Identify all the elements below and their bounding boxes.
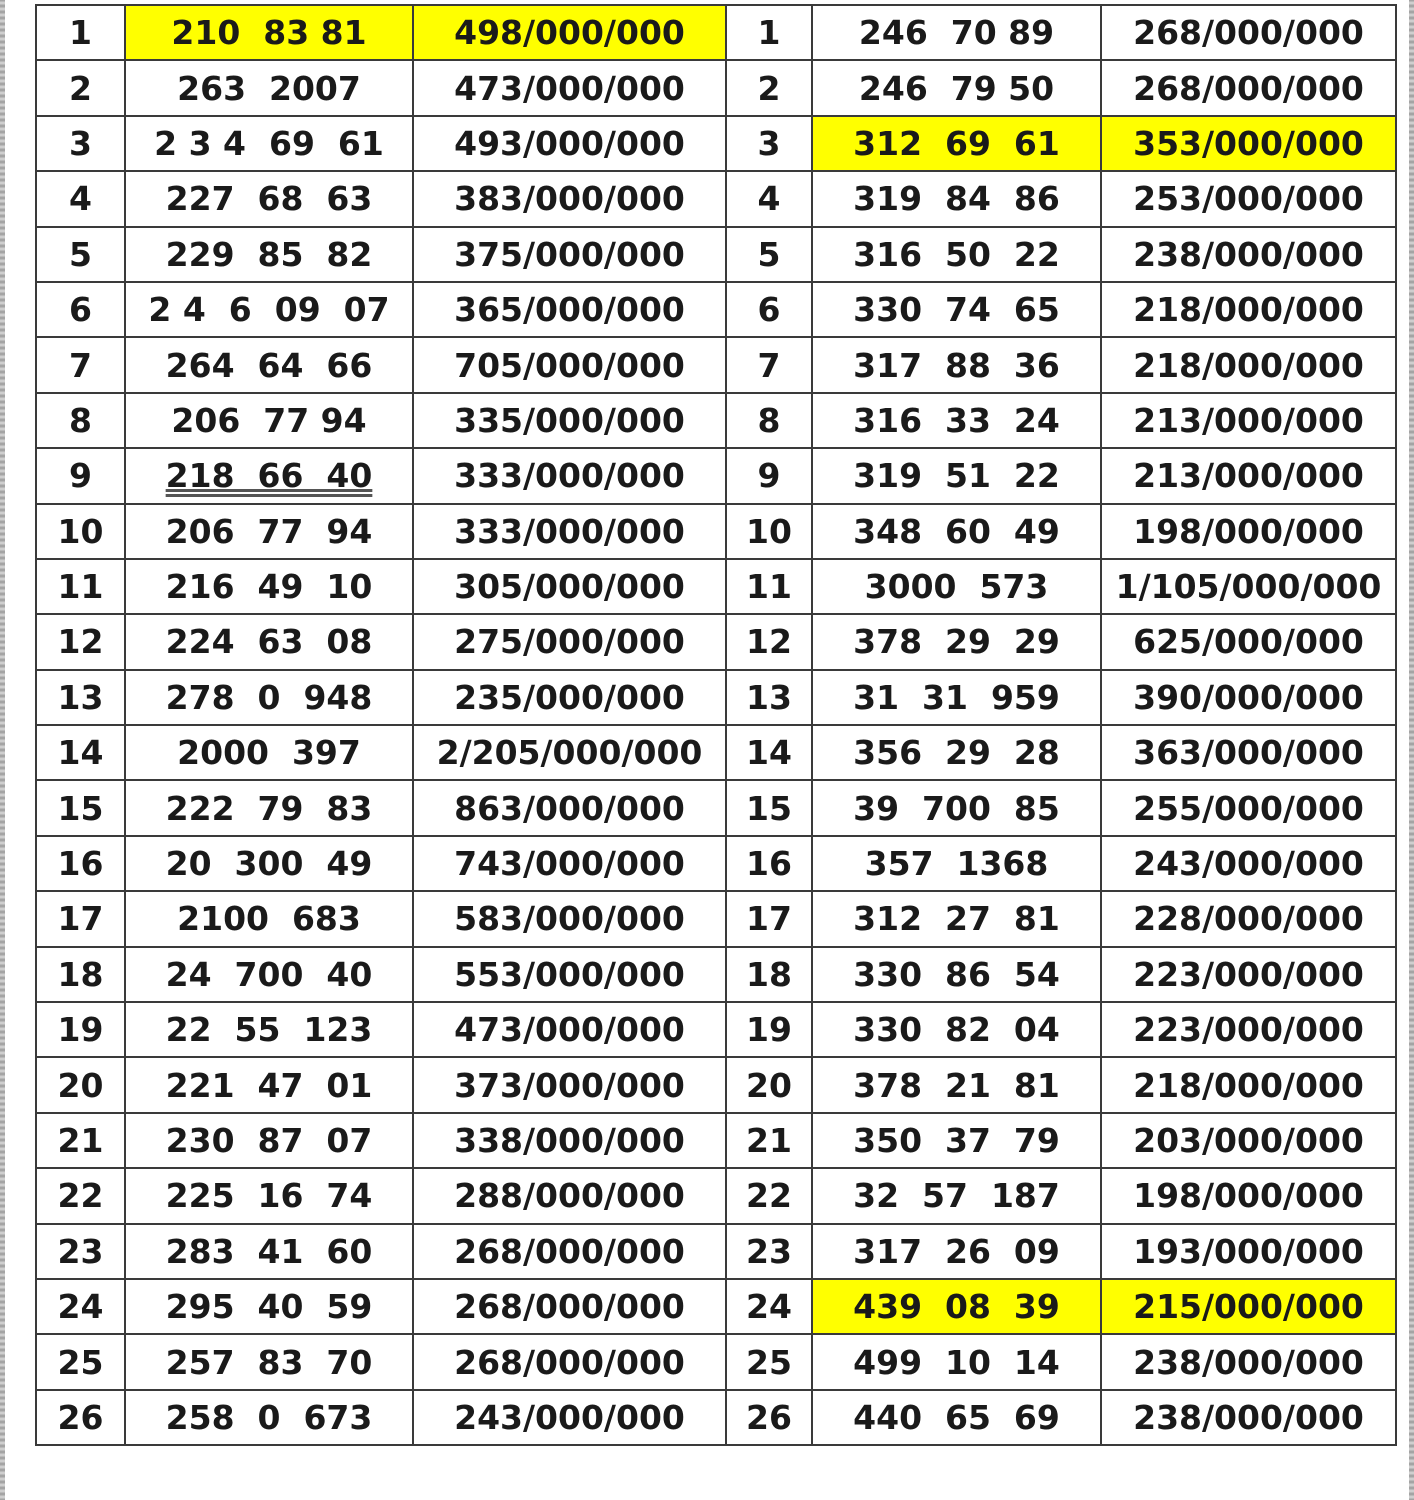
table-row bbox=[36, 891, 1396, 946]
left-number-cell: 278 0 948 bbox=[125, 670, 413, 725]
right-amount-cell: 625/000/000 bbox=[1101, 614, 1396, 669]
right-number-cell: 357 1368 bbox=[812, 836, 1101, 891]
left-amount-cell: 863/000/000 bbox=[413, 780, 726, 835]
left-row-number: 24 bbox=[36, 1279, 125, 1334]
left-row-number: 25 bbox=[36, 1334, 125, 1389]
left-row-number: 26 bbox=[36, 1390, 125, 1445]
right-number-cell: 439 08 39 bbox=[812, 1279, 1101, 1334]
right-amount-cell: 268/000/000 bbox=[1101, 60, 1396, 115]
left-amount-cell: 743/000/000 bbox=[413, 836, 726, 891]
left-row-number: 5 bbox=[36, 227, 125, 282]
left-amount-cell: 335/000/000 bbox=[413, 393, 726, 448]
left-number-cell: 216 49 10 bbox=[125, 559, 413, 614]
right-row-number: 9 bbox=[726, 448, 812, 503]
left-number-cell bbox=[125, 448, 413, 503]
right-row-number: 19 bbox=[726, 1002, 812, 1057]
table-row bbox=[36, 614, 1396, 669]
left-number-cell: 20 300 49 bbox=[125, 836, 413, 891]
left-row-number: 1 bbox=[36, 5, 125, 60]
left-amount-cell: 583/000/000 bbox=[413, 891, 726, 946]
right-amount-cell: 238/000/000 bbox=[1101, 1334, 1396, 1389]
left-row-number: 7 bbox=[36, 337, 125, 392]
right-number-cell: 39 700 85 bbox=[812, 780, 1101, 835]
left-number-cell: 206 77 94 bbox=[125, 393, 413, 448]
right-amount-cell: 268/000/000 bbox=[1101, 5, 1396, 60]
right-row-number: 18 bbox=[726, 947, 812, 1002]
right-number-cell: 319 84 86 bbox=[812, 171, 1101, 226]
left-amount-cell: 305/000/000 bbox=[413, 559, 726, 614]
right-number-cell: 312 69 61 bbox=[812, 116, 1101, 171]
right-row-number: 10 bbox=[726, 504, 812, 559]
right-amount-cell: 218/000/000 bbox=[1101, 1057, 1396, 1112]
table-row bbox=[36, 836, 1396, 891]
right-row-number: 14 bbox=[726, 725, 812, 780]
left-row-number: 21 bbox=[36, 1113, 125, 1168]
left-amount-cell: 338/000/000 bbox=[413, 1113, 726, 1168]
right-number-cell: 330 82 04 bbox=[812, 1002, 1101, 1057]
left-number-cell: 225 16 74 bbox=[125, 1168, 413, 1223]
table-row bbox=[36, 1057, 1396, 1112]
right-amount-cell: 1/105/000/000 bbox=[1101, 559, 1396, 614]
left-amount-cell: 333/000/000 bbox=[413, 448, 726, 503]
left-row-number: 14 bbox=[36, 725, 125, 780]
right-amount-cell: 193/000/000 bbox=[1101, 1224, 1396, 1279]
right-number-cell: 316 33 24 bbox=[812, 393, 1101, 448]
table-row bbox=[36, 670, 1396, 725]
left-amount-cell: 235/000/000 bbox=[413, 670, 726, 725]
right-amount-cell: 223/000/000 bbox=[1101, 1002, 1396, 1057]
left-number-cell: 2 3 4 69 61 bbox=[125, 116, 413, 171]
right-row-number: 3 bbox=[726, 116, 812, 171]
left-amount-cell: 268/000/000 bbox=[413, 1279, 726, 1334]
left-row-number: 19 bbox=[36, 1002, 125, 1057]
left-row-number: 2 bbox=[36, 60, 125, 115]
left-amount-cell: 243/000/000 bbox=[413, 1390, 726, 1445]
right-row-number: 21 bbox=[726, 1113, 812, 1168]
right-number-cell: 350 37 79 bbox=[812, 1113, 1101, 1168]
left-number-cell: 2 4 6 09 07 bbox=[125, 282, 413, 337]
table-row bbox=[36, 1390, 1396, 1445]
right-amount-cell: 238/000/000 bbox=[1101, 1390, 1396, 1445]
left-number-cell: 227 68 63 bbox=[125, 171, 413, 226]
left-number-cell: 222 79 83 bbox=[125, 780, 413, 835]
table-row bbox=[36, 1002, 1396, 1057]
left-amount-cell: 275/000/000 bbox=[413, 614, 726, 669]
number-amount-table bbox=[35, 4, 1397, 1446]
table-row bbox=[36, 1224, 1396, 1279]
left-row-number: 3 bbox=[36, 116, 125, 171]
right-number-cell: 378 29 29 bbox=[812, 614, 1101, 669]
left-number-cell: 257 83 70 bbox=[125, 1334, 413, 1389]
right-number-cell: 316 50 22 bbox=[812, 227, 1101, 282]
right-amount-cell: 363/000/000 bbox=[1101, 725, 1396, 780]
right-number-cell: 317 88 36 bbox=[812, 337, 1101, 392]
left-row-number: 10 bbox=[36, 504, 125, 559]
right-amount-cell: 218/000/000 bbox=[1101, 282, 1396, 337]
right-amount-cell: 213/000/000 bbox=[1101, 393, 1396, 448]
left-row-number: 8 bbox=[36, 393, 125, 448]
left-row-number: 12 bbox=[36, 614, 125, 669]
left-number-cell: 230 87 07 bbox=[125, 1113, 413, 1168]
right-amount-cell: 390/000/000 bbox=[1101, 670, 1396, 725]
underlined-number: 218 66 40 bbox=[165, 456, 373, 496]
right-amount-cell: 198/000/000 bbox=[1101, 504, 1396, 559]
left-amount-cell: 473/000/000 bbox=[413, 60, 726, 115]
table-row bbox=[36, 227, 1396, 282]
right-row-number: 12 bbox=[726, 614, 812, 669]
left-number-cell: 24 700 40 bbox=[125, 947, 413, 1002]
right-amount-cell: 253/000/000 bbox=[1101, 171, 1396, 226]
left-amount-cell: 493/000/000 bbox=[413, 116, 726, 171]
left-row-number: 20 bbox=[36, 1057, 125, 1112]
table-body bbox=[36, 5, 1396, 1445]
left-number-cell: 258 0 673 bbox=[125, 1390, 413, 1445]
right-row-number: 1 bbox=[726, 5, 812, 60]
right-amount-cell: 228/000/000 bbox=[1101, 891, 1396, 946]
left-row-number: 17 bbox=[36, 891, 125, 946]
left-row-number: 13 bbox=[36, 670, 125, 725]
right-row-number: 26 bbox=[726, 1390, 812, 1445]
right-amount-cell: 238/000/000 bbox=[1101, 227, 1396, 282]
left-number-cell: 264 64 66 bbox=[125, 337, 413, 392]
table-row bbox=[36, 171, 1396, 226]
left-amount-cell: 383/000/000 bbox=[413, 171, 726, 226]
right-row-number: 17 bbox=[726, 891, 812, 946]
right-row-number: 20 bbox=[726, 1057, 812, 1112]
table-row bbox=[36, 780, 1396, 835]
left-row-number: 16 bbox=[36, 836, 125, 891]
left-amount-cell: 365/000/000 bbox=[413, 282, 726, 337]
scan-edge-right bbox=[1409, 0, 1414, 1500]
left-number-cell: 221 47 01 bbox=[125, 1057, 413, 1112]
left-number-cell: 2100 683 bbox=[125, 891, 413, 946]
table-row bbox=[36, 116, 1396, 171]
right-row-number: 7 bbox=[726, 337, 812, 392]
left-amount-cell: 268/000/000 bbox=[413, 1334, 726, 1389]
left-row-number: 23 bbox=[36, 1224, 125, 1279]
right-amount-cell: 203/000/000 bbox=[1101, 1113, 1396, 1168]
right-row-number: 6 bbox=[726, 282, 812, 337]
table-row bbox=[36, 947, 1396, 1002]
table-row bbox=[36, 60, 1396, 115]
right-row-number: 25 bbox=[726, 1334, 812, 1389]
table-row bbox=[36, 393, 1396, 448]
right-number-cell: 330 86 54 bbox=[812, 947, 1101, 1002]
left-amount-cell: 288/000/000 bbox=[413, 1168, 726, 1223]
table-row bbox=[36, 504, 1396, 559]
left-amount-cell: 473/000/000 bbox=[413, 1002, 726, 1057]
left-number-cell: 210 83 81 bbox=[125, 5, 413, 60]
right-amount-cell: 353/000/000 bbox=[1101, 116, 1396, 171]
left-number-cell: 283 41 60 bbox=[125, 1224, 413, 1279]
table-row bbox=[36, 559, 1396, 614]
left-number-cell: 229 85 82 bbox=[125, 227, 413, 282]
right-row-number: 15 bbox=[726, 780, 812, 835]
left-amount-cell: 375/000/000 bbox=[413, 227, 726, 282]
right-number-cell: 499 10 14 bbox=[812, 1334, 1101, 1389]
left-number-cell: 263 2007 bbox=[125, 60, 413, 115]
left-amount-cell: 373/000/000 bbox=[413, 1057, 726, 1112]
left-row-number: 6 bbox=[36, 282, 125, 337]
right-number-cell: 246 79 50 bbox=[812, 60, 1101, 115]
right-row-number: 2 bbox=[726, 60, 812, 115]
left-amount-cell: 333/000/000 bbox=[413, 504, 726, 559]
right-number-cell: 317 26 09 bbox=[812, 1224, 1101, 1279]
table-row bbox=[36, 1279, 1396, 1334]
right-amount-cell: 255/000/000 bbox=[1101, 780, 1396, 835]
left-number-cell: 206 77 94 bbox=[125, 504, 413, 559]
left-number-cell: 22 55 123 bbox=[125, 1002, 413, 1057]
left-number-cell: 224 63 08 bbox=[125, 614, 413, 669]
right-number-cell: 330 74 65 bbox=[812, 282, 1101, 337]
right-amount-cell: 198/000/000 bbox=[1101, 1168, 1396, 1223]
left-number-cell: 295 40 59 bbox=[125, 1279, 413, 1334]
right-number-cell: 3000 573 bbox=[812, 559, 1101, 614]
right-number-cell: 440 65 69 bbox=[812, 1390, 1101, 1445]
table-row bbox=[36, 5, 1396, 60]
scan-edge-left bbox=[0, 0, 5, 1500]
right-number-cell: 312 27 81 bbox=[812, 891, 1101, 946]
right-row-number: 8 bbox=[726, 393, 812, 448]
right-amount-cell: 223/000/000 bbox=[1101, 947, 1396, 1002]
table-row bbox=[36, 282, 1396, 337]
left-row-number: 18 bbox=[36, 947, 125, 1002]
left-amount-cell: 268/000/000 bbox=[413, 1224, 726, 1279]
left-row-number: 15 bbox=[36, 780, 125, 835]
right-amount-cell: 218/000/000 bbox=[1101, 337, 1396, 392]
right-row-number: 13 bbox=[726, 670, 812, 725]
table-row bbox=[36, 448, 1396, 503]
right-amount-cell: 215/000/000 bbox=[1101, 1279, 1396, 1334]
right-amount-cell: 243/000/000 bbox=[1101, 836, 1396, 891]
left-row-number: 22 bbox=[36, 1168, 125, 1223]
left-amount-cell: 553/000/000 bbox=[413, 947, 726, 1002]
table-row bbox=[36, 725, 1396, 780]
right-row-number: 4 bbox=[726, 171, 812, 226]
table-row bbox=[36, 1113, 1396, 1168]
table-row bbox=[36, 1334, 1396, 1389]
left-amount-cell: 2/205/000/000 bbox=[413, 725, 726, 780]
right-number-cell: 246 70 89 bbox=[812, 5, 1101, 60]
right-row-number: 5 bbox=[726, 227, 812, 282]
left-amount-cell: 705/000/000 bbox=[413, 337, 726, 392]
right-row-number: 22 bbox=[726, 1168, 812, 1223]
left-amount-cell: 498/000/000 bbox=[413, 5, 726, 60]
table-row bbox=[36, 1168, 1396, 1223]
left-row-number: 11 bbox=[36, 559, 125, 614]
left-row-number: 4 bbox=[36, 171, 125, 226]
right-number-cell: 348 60 49 bbox=[812, 504, 1101, 559]
right-row-number: 23 bbox=[726, 1224, 812, 1279]
right-number-cell: 356 29 28 bbox=[812, 725, 1101, 780]
right-number-cell: 378 21 81 bbox=[812, 1057, 1101, 1112]
right-row-number: 24 bbox=[726, 1279, 812, 1334]
left-row-number: 9 bbox=[36, 448, 125, 503]
right-number-cell: 319 51 22 bbox=[812, 448, 1101, 503]
right-amount-cell: 213/000/000 bbox=[1101, 448, 1396, 503]
right-number-cell: 31 31 959 bbox=[812, 670, 1101, 725]
right-number-cell: 32 57 187 bbox=[812, 1168, 1101, 1223]
left-number-cell: 2000 397 bbox=[125, 725, 413, 780]
right-row-number: 11 bbox=[726, 559, 812, 614]
table-row bbox=[36, 337, 1396, 392]
right-row-number: 16 bbox=[726, 836, 812, 891]
